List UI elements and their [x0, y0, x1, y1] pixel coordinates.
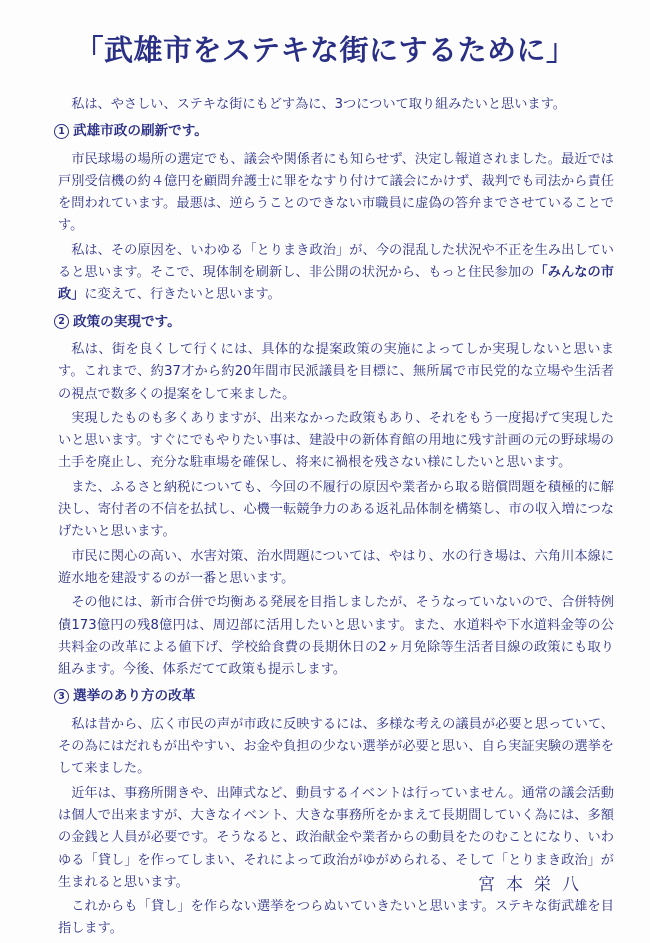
section-2-title: 政策の実現です。: [73, 313, 181, 330]
author-signature: 宮本栄八: [478, 875, 590, 895]
section-1-paragraph-2-end: に変えて、行きたいと思います。: [84, 287, 281, 303]
section-3-paragraph-1: 私は昔から、広く市民の声が市政に反映するには、多様な考えの議員が必要と思っていて、その為にはだれもが出やすい、お金や負担の少ない選挙が必要と思い、自ら実証実験の選挙をして来ました。: [58, 716, 614, 777]
leaflet-body: [58, 94, 614, 943]
section-2-number: 2: [54, 314, 69, 329]
section-1-paragraph-2: [58, 240, 614, 307]
page-title: 「武雄市をステキな街にするために」: [74, 33, 576, 67]
minna-no-shisei-emphasis: 「みんなの市政」: [58, 265, 614, 303]
section-1-title: 武雄市政の刷新です。: [73, 123, 208, 140]
section-2-paragraph-4: 市民に関心の高い、水害対策、治水問題については、やはり、水の行き場は、六角川本線に遊水地を建設するのが一番と思います。: [58, 548, 614, 586]
section-3-paragraph-2: 近年は、事務所開きや、出陣式など、動員するイベントは行っていません。通常の議会活動は個人で出来ますが、大きなイベント、大きな事務所をかまえて長期間していく為には、多額の金銭と人員が必要です。そうなると、政治献金や業者からの動員をたのむことになり、いわゆる「貸し」を作ってしまい、それによって政治がゆがめられる、そして「とりまき政治」が生まれると思います。: [58, 785, 614, 890]
section-3-paragraph-3: これからも「貸し」を作らない選挙をつらぬいていきたいと思います。ステキな街武雄を目指します。: [58, 899, 614, 937]
section-2-paragraph-5: その他には、新市合併で均衡ある発展を目指しましたが、そうなっていないので、合併特例債173億円の残8億円は、周辺部に活用したいと思います。また、水道料や下水道料金等の公共料金の改革による値下げ、学校給食費の長期休日の2ヶ月免除等生活者目線の政策にも取り組みます。今後、体系だてて政策も提示します。: [58, 595, 614, 678]
section-1-paragraph-2-text: 私は、その原因を、いわゆる「とりまき政治」が、今の混乱した状況や不正を生み出していると思います。そこで、現体制を刷新し、非公開の状況から、もっと住民参加の: [58, 242, 614, 281]
section-1-number: 1: [54, 124, 69, 139]
section-2-heading: [54, 311, 614, 333]
section-3-number: 3: [54, 689, 69, 704]
intro-paragraph: 私は、やさしい、ステキな街にもどす為に、3つについて取り組みたいと思います。: [71, 97, 566, 112]
section-3-title: 選挙のあり方の改革: [73, 688, 196, 705]
section-3-heading: [54, 685, 614, 707]
section-1-heading: [54, 120, 614, 142]
section-2-paragraph-3: また、ふるさと納税についても、今回の不履行の原因や業者から取る賠償問題を積極的に解決し、寄付者の不信を払拭し、心機一転競争力のある返礼品体制を構築し、市の収入増につなげたいと思います。: [58, 479, 614, 540]
section-1-paragraph-1: 市民球場の場所の選定でも、議会や関係者にも知らせず、決定し報道されました。最近では戸別受信機の約４億円を顧問弁護士に罪をなすり付けて議会にかけず、裁判でも司法から責任を問われています。最悪は、逆らうことのできない市職員に虚偽の答弁までさせていることです。: [58, 151, 614, 234]
section-2-paragraph-2: 実現したものも多くありますが、出来なかった政策もあり、それをもう一度掲げて実現したいと思います。すぐにでもやりたい事は、建設中の新体育館の用地に残す計画の元の野球場の土手を廃止し、充分な駐車場を確保し、将来に禍根を残さない様にしたいと思います。: [58, 410, 614, 471]
section-2-paragraph-1: 私は、街を良くして行くには、具体的な提案政策の実施によってしか実現しないと思います。これまで、約37才から約20年間市民派議員を目標に、無所属で市民党的な立場や生活者の視点で数多くの提案をして来ました。: [58, 341, 614, 402]
